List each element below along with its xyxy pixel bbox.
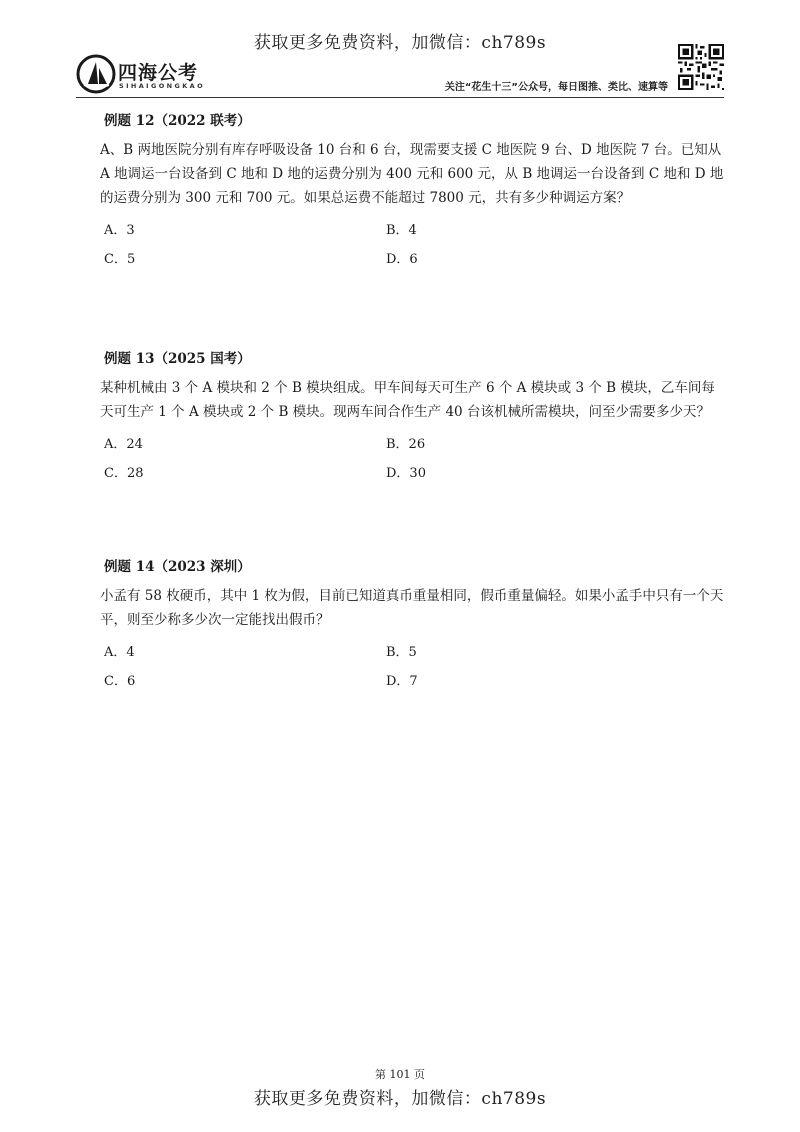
question-title: 例题 12（2022 联考） — [104, 113, 251, 129]
option-a: A．4 — [104, 645, 135, 660]
option-a: A．24 — [104, 437, 143, 452]
option-b: B．4 — [386, 223, 417, 238]
watermark-top: 获取更多免费资料，加微信：ch789s — [253, 33, 547, 53]
option-d: D．30 — [386, 466, 426, 481]
question-14 — [100, 556, 728, 696]
options — [104, 430, 728, 488]
options — [104, 638, 728, 696]
sailboat-logo-icon — [76, 54, 116, 94]
question-title: 例题 13（2025 国考） — [104, 351, 251, 367]
logo-subtitle: SIHAIGONGKAO — [119, 82, 206, 90]
page-header — [76, 44, 724, 96]
question-text: A、B 两地医院分别有库存呼吸设备 10 台和 6 台，现需要支援 C 地医院 9 台、D 地医院 7 台。已知从 A 地调运一台设备到 C 地和 D 地的运费分别为 400 元和 600 元，从 B 地调运一台设备到 C 地和 D 地的运费分别为 300 元和 700 元。如果总运费不能超过 7800 元，共有多少种调运方案？ — [100, 142, 724, 206]
header-slogan: 关注“花生十三”公众号，每日图推、类比、速算等 — [444, 82, 668, 93]
logo — [76, 54, 216, 94]
options — [104, 216, 728, 274]
option-b: B．26 — [386, 437, 426, 452]
option-a: A．3 — [104, 223, 135, 238]
question-13 — [100, 348, 728, 488]
question-text: 小孟有 58 枚硬币，其中 1 枚为假，目前已知道真币重量相同，假币重量偏轻。如果小孟手中只有一个天平，则至少称多少次一定能找出假币？ — [100, 588, 724, 628]
option-c: C．5 — [104, 252, 136, 267]
option-b: B．5 — [386, 645, 417, 660]
question-12 — [100, 110, 728, 274]
option-d: D．6 — [386, 252, 418, 267]
question-title: 例题 14（2023 深圳） — [104, 559, 251, 575]
page-number: 第 101 页 — [375, 1068, 425, 1081]
logo-text: 四海公考 — [118, 62, 199, 84]
watermark-bottom: 获取更多免费资料，加微信：ch789s — [253, 1089, 547, 1109]
option-c: C．28 — [104, 466, 144, 481]
header-rule — [76, 97, 724, 98]
qr-code-icon — [678, 44, 724, 90]
option-d: D．7 — [386, 674, 418, 689]
question-text: 某种机械由 3 个 A 模块和 2 个 B 模块组成。甲车间每天可生产 6 个 A 模块或 3 个 B 模块，乙车间每天可生产 1 个 A 模块或 2 个 B 模块。现两车间合作生产 40 台该机械所需模块，问至少需要多少天？ — [100, 380, 715, 420]
option-c: C．6 — [104, 674, 136, 689]
